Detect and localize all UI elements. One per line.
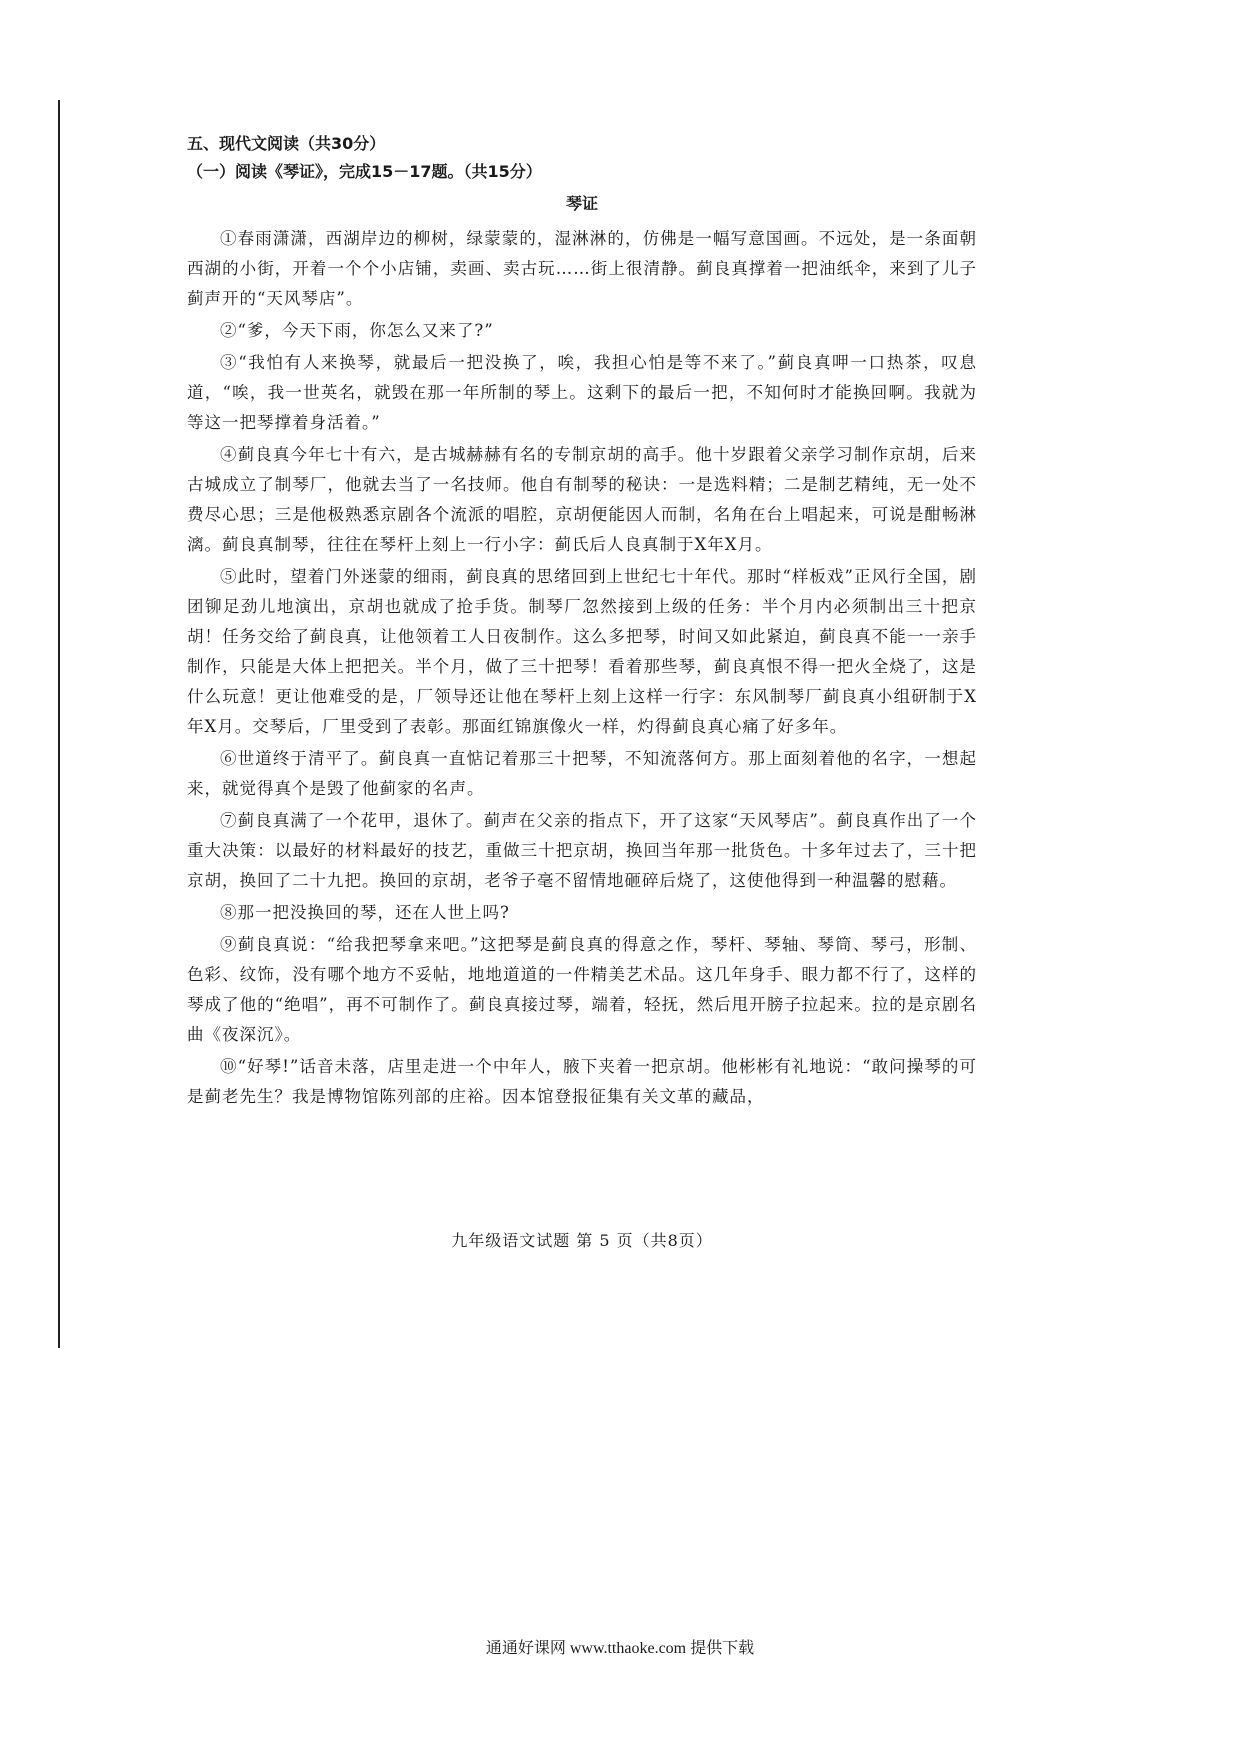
exam-page xyxy=(187,130,977,1114)
section-title: 五、现代文阅读（共30分） xyxy=(187,134,386,153)
page-number-footer: 九年级语文试题 第 5 页（共8页） xyxy=(451,1231,713,1250)
paragraph-9: ⑨蓟良真说：“给我把琴拿来吧。”这把琴是蓟良真的得意之作，琴杆、琴轴、琴筒、琴弓，形制、色彩、纹饰，没有哪个地方不妥帖，地地道道的一件精美艺术品。这几年身手、眼力都不行了，这样的琴成了他的“绝唱”，再不可制作了。蓟良真接过琴，端着，轻抚，然后甩开膀子拉起来。拉的是京剧名曲《夜深沉》。 xyxy=(187,935,977,1044)
subsection-title: （一）阅读《琴证》，完成15－17题。（共15分） xyxy=(187,162,542,181)
paragraph-5: ⑤此时，望着门外迷蒙的细雨，蓟良真的思绪回到上世纪七十年代。那时“样板戏”正风行全国，剧团铆足劲儿地演出，京胡也就成了抢手货。制琴厂忽然接到上级的任务：半个月内必须制出三十把京胡！任务交给了蓟良真，让他领着工人日夜制作。这么多把琴，时间又如此紧迫，蓟良真不能一一亲手制作，只能是大体上把把关。半个月，做了三十把琴！看着那些琴，蓟良真恨不得一把火全烧了，这是什么玩意！更让他难受的是，厂领导还让他在琴杆上刻上这样一行字：东风制琴厂蓟良真小组研制于X年X月。交琴后，厂里受到了表彰。那面红锦旗像火一样，灼得蓟良真心痛了好多年。 xyxy=(187,567,977,736)
article-body xyxy=(187,224,977,1112)
paragraph-3: ③“我怕有人来换琴，就最后一把没换了，唉，我担心怕是等不来了。”蓟良真呷一口热茶，叹息道，“唉，我一世英名，就毁在那一年所制的琴上。这剩下的最后一把，不知何时才能换回啊。我就为等这一把琴撑着身活着。” xyxy=(187,353,977,432)
article-title: 琴证 xyxy=(565,194,598,213)
paragraph-4: ④蓟良真今年七十有六，是古城赫赫有名的专制京胡的高手。他十岁跟着父亲学习制作京胡，后来古城成立了制琴厂，他就去当了一名技师。他自有制琴的秘诀：一是选料精；二是制艺精纯，无一处不费尽心思；三是他极熟悉京剧各个流派的唱腔，京胡便能因人而制，名角在台上唱起来，可说是酣畅淋漓。蓟良真制琴，往往在琴杆上刻上一行小字：蓟氏后人良真制于X年X月。 xyxy=(187,445,977,554)
paragraph-7: ⑦蓟良真满了一个花甲，退休了。蓟声在父亲的指点下，开了这家“天风琴店”。蓟良真作出了一个重大决策：以最好的材料最好的技艺，重做三十把京胡，换回当年那一批货色。十多年过去了，三十把京胡，换回了二十九把。换回的京胡，老爷子毫不留情地砸碎后烧了，这使他得到一种温馨的慰藉。 xyxy=(187,811,977,890)
paragraph-2: ②“爹，今天下雨，你怎么又来了?” xyxy=(220,321,494,340)
paragraph-6: ⑥世道终于清平了。蓟良真一直惦记着那三十把琴，不知流落何方。那上面刻着他的名字，一想起来，就觉得真个是毁了他蓟家的名声。 xyxy=(187,749,977,798)
download-source-footer: 通通好课网 www.tthaoke.com 提供下载 xyxy=(485,1640,755,1657)
paragraph-10: ⑩“好琴!”话音未落，店里走进一个中年人，腋下夹着一把京胡。他彬彬有礼地说：“敢问操琴的可是蓟老先生？我是博物馆陈列部的庄裕。因本馆登报征集有关文革的藏品， xyxy=(187,1057,977,1106)
binding-margin-line xyxy=(58,100,60,1348)
paragraph-8: ⑧那一把没换回的琴，还在人世上吗? xyxy=(220,903,510,922)
paragraph-1: ①春雨潇潇，西湖岸边的柳树，绿蒙蒙的，湿淋淋的，仿佛是一幅写意国画。不远处，是一条面朝西湖的小街，开着一个个小店铺，卖画、卖古玩……街上很清静。蓟良真撑着一把油纸伞，来到了儿子蓟声开的“天风琴店”。 xyxy=(187,229,977,308)
